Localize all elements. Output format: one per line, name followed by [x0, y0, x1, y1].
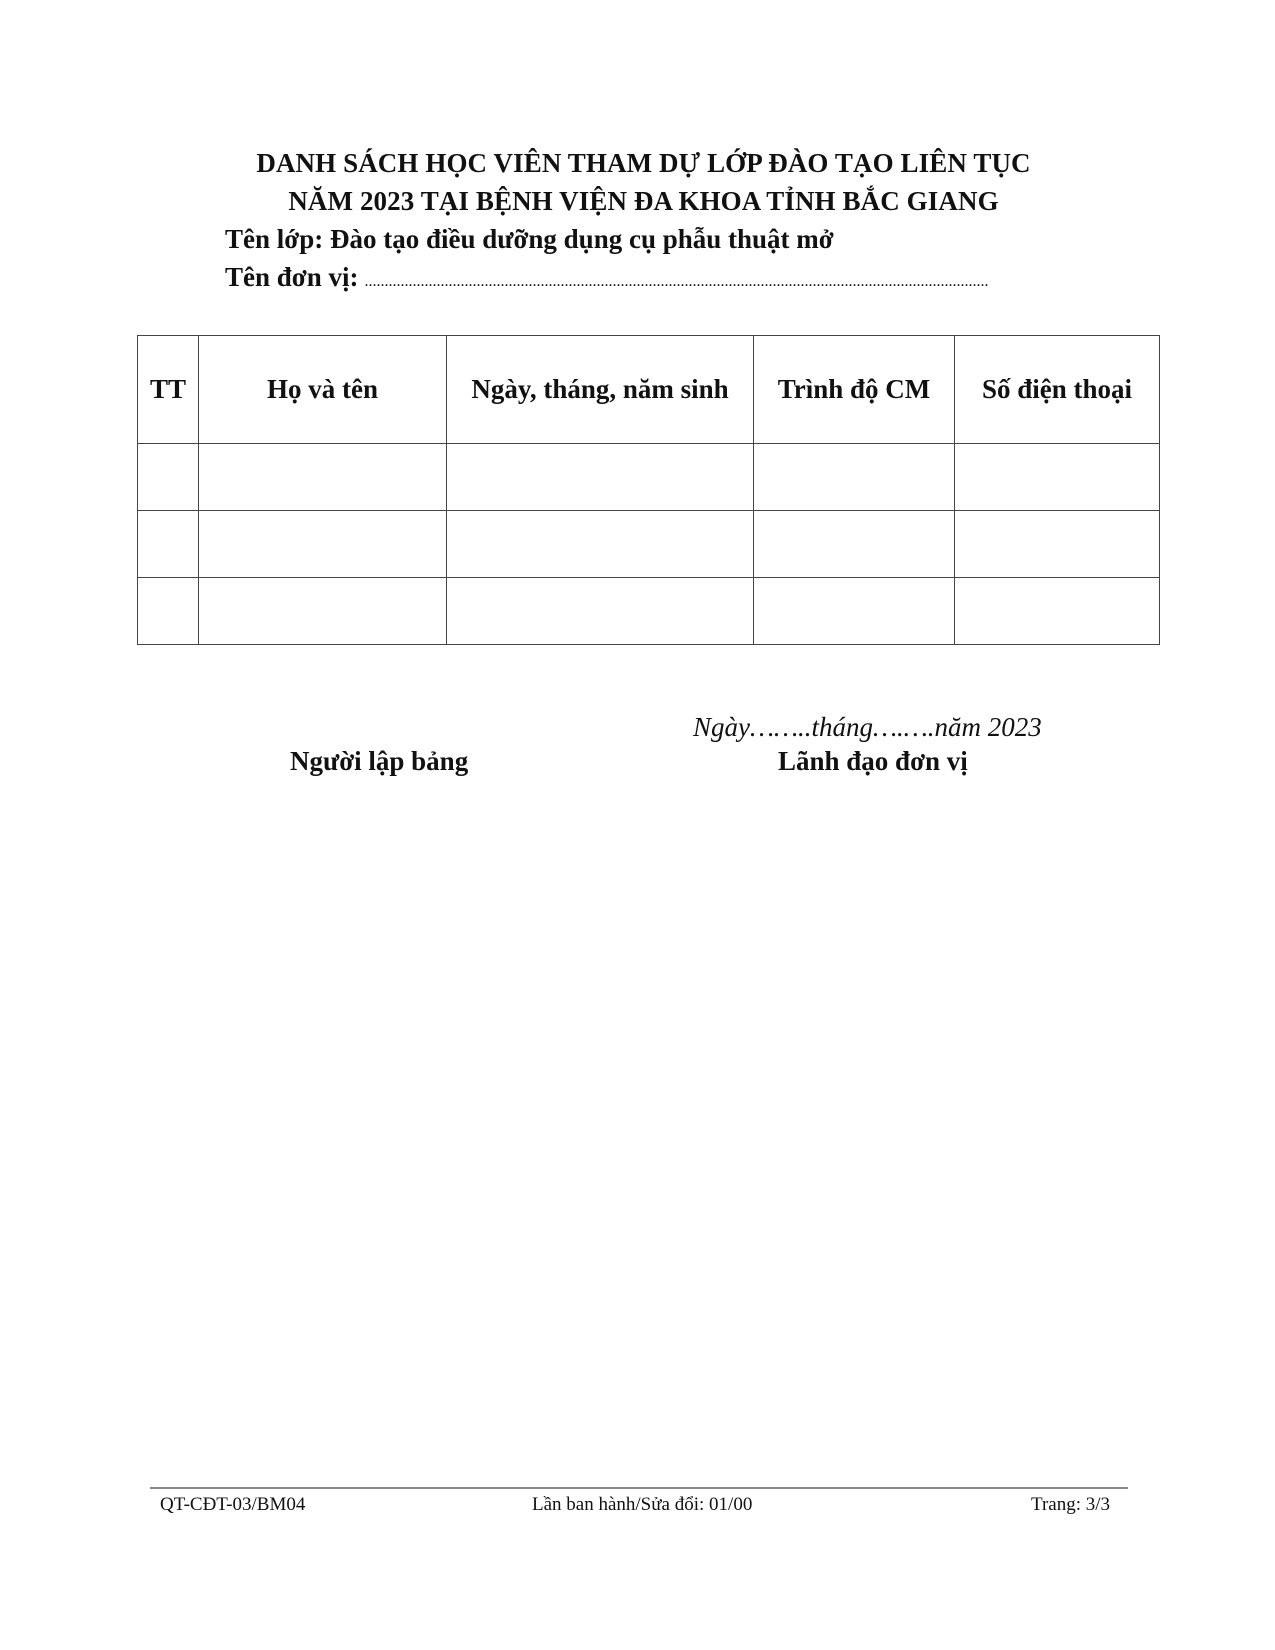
footer-issue-revision: Lần ban hành/Sửa đổi: 01/00	[532, 1494, 753, 1515]
column-header-tt: TT	[138, 336, 199, 444]
table-cell	[447, 444, 754, 511]
table-cell	[754, 511, 955, 578]
table-cell	[199, 444, 447, 511]
table-cell	[754, 444, 955, 511]
column-header-phone: Số điện thoại	[955, 336, 1160, 444]
document-title-line-1: DANH SÁCH HỌC VIÊN THAM DỰ LỚP ĐÀO TẠO LIÊN TỤC	[256, 148, 1031, 178]
unit-name-line	[225, 262, 988, 293]
table-cell	[199, 578, 447, 645]
table-row	[138, 511, 1160, 578]
table-cell	[138, 578, 199, 645]
table-cell	[955, 511, 1160, 578]
signature-date-line: Ngày……..tháng….….năm 2023	[693, 712, 1042, 742]
footer-divider	[150, 1487, 1128, 1489]
table-cell	[955, 578, 1160, 645]
column-header-full-name: Họ và tên	[199, 336, 447, 444]
column-header-qualification: Trình độ CM	[754, 336, 955, 444]
document-title-line-2: NĂM 2023 TẠI BỆNH VIỆN ĐA KHOA TỈNH BẮC GIANG	[288, 186, 999, 216]
footer-page-number: Trang: 3/3	[1031, 1494, 1111, 1515]
table-row	[138, 578, 1160, 645]
participant-table	[137, 335, 1160, 645]
table-cell	[138, 444, 199, 511]
preparer-signature-label: Người lập bảng	[290, 746, 469, 776]
column-header-birth-date: Ngày, tháng, năm sinh	[447, 336, 754, 444]
table-header-row	[138, 336, 1160, 444]
footer-document-code: QT-CĐT-03/BM04	[160, 1494, 306, 1515]
table-cell	[138, 511, 199, 578]
class-name-line: Tên lớp: Đào tạo điều dưỡng dụng cụ phẫu thuật mở	[225, 224, 834, 254]
unit-label: Tên đơn vị:	[225, 262, 359, 292]
table-cell	[447, 578, 754, 645]
table-cell	[955, 444, 1160, 511]
table-cell	[754, 578, 955, 645]
unit-fill-dots: ............................................................................................................................................................	[364, 273, 989, 290]
table-cell	[199, 511, 447, 578]
table-row	[138, 444, 1160, 511]
unit-leader-signature-label: Lãnh đạo đơn vị	[778, 746, 968, 776]
table-cell	[447, 511, 754, 578]
